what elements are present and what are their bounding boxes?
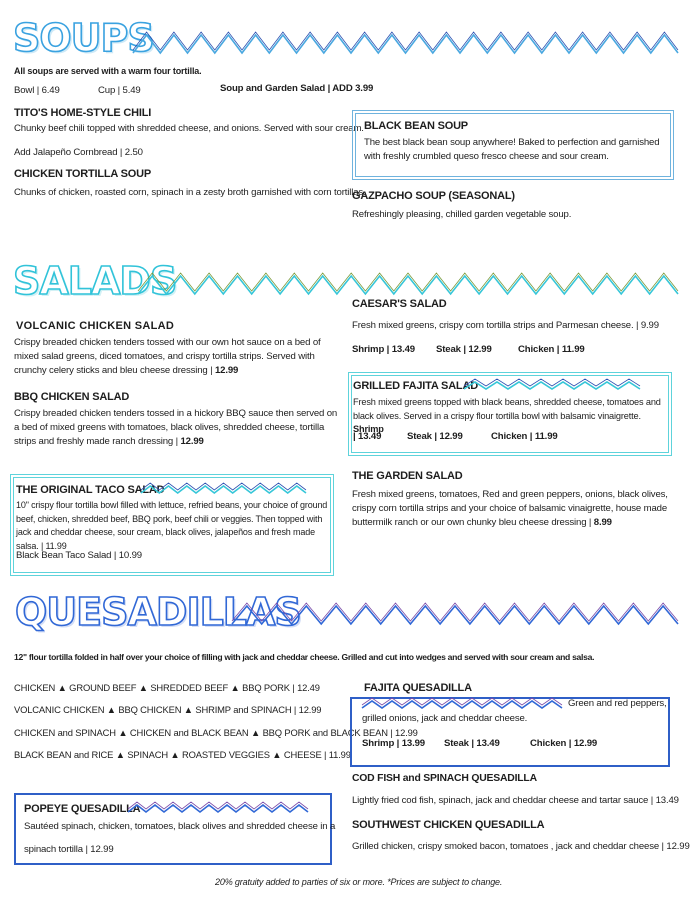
soups-cup-price: Cup | 5.49: [98, 85, 141, 96]
zigzag-line: [133, 32, 678, 50]
item-desc: Lightly fried cod fish, spinach, jack and cheddar cheese and tartar sauce | 13.49: [352, 795, 679, 806]
item-desc: Sautéed spinach, chicken, tomatoes, black olives and shredded cheese in a: [24, 821, 336, 832]
item-price: 12.99: [214, 365, 239, 376]
item-desc-text: Fresh mixed greens topped with black beans, shredded cheese, tomatoes and black olives. Served in a crispy flour tortilla bowl with balsamic vinaigrette.: [353, 397, 661, 421]
caesar-shrimp: Shrimp | 13.49: [352, 344, 415, 355]
salads-zigzag-decoration: [138, 274, 678, 296]
item-name: COD FISH and SPINACH QUESADILLA: [352, 773, 537, 784]
item-desc-2: spinach tortilla | 12.99: [24, 844, 114, 855]
item-desc: Chunky beef chili topped with shredded cheese, and onions. Served with sour cream.: [14, 123, 364, 134]
quesadilla-line: CHICKEN and SPINACH ▲ CHICKEN and BLACK BEAN ▲ BBQ PORK and BLACK BEAN | 12.99: [14, 727, 418, 738]
fajita-q-steak: Steak | 13.49: [444, 738, 500, 749]
soups-bowl-price: Bowl | 6.49: [14, 85, 60, 96]
item-desc-text: Crispy breaded chicken tenders tossed with our own hot sauce on a bed of mixed salad greens, diced tomatoes, and crispy tortilla strips. Served with crunchy celery sticks and bleu cheese dressing |: [14, 337, 321, 376]
fajita-q-zigzag-decoration: [362, 699, 562, 710]
quesadillas-intro: 12" flour tortilla folded in half over your choice of filling with jack and cheddar cheese. Grilled and cut into wedges and served with sour cream and salsa.: [14, 652, 595, 662]
soups-intro: All soups are served with a warm four tortilla.: [14, 66, 202, 76]
fajita-shrimp-label: Shrimp: [353, 424, 384, 434]
item-price: 12.99: [180, 436, 204, 447]
item-extra: Black Bean Taco Salad | 10.99: [16, 550, 142, 561]
item-name: GAZPACHO SOUP (SEASONAL): [352, 190, 515, 202]
item-desc-text: Fresh mixed greens, tomatoes, Red and green peppers, onions, black olives, crispy corn tortilla strips and your choice of balsamic vinaigrette, house made buttermilk ranch or our own chunky bleu cheese dressing |: [352, 489, 668, 528]
item-desc: [352, 488, 674, 530]
item-desc-2: grilled onions, jack and cheddar cheese.: [362, 713, 528, 724]
caesar-steak: Steak | 12.99: [436, 344, 492, 355]
quesadilla-line: VOLCANIC CHICKEN ▲ BBQ CHICKEN ▲ SHRIMP and SPINACH | 12.99: [14, 704, 322, 715]
fajita-q-chicken: Chicken | 12.99: [530, 738, 598, 749]
item-name: VOLCANIC CHICKEN SALAD: [16, 320, 175, 332]
caesar-chicken: Chicken | 11.99: [518, 344, 585, 355]
item-name: POPEYE QUESADILLA: [24, 803, 141, 815]
item-name: CAESAR'S SALAD: [352, 298, 447, 310]
fajita-steak: Steak | 12.99: [407, 431, 463, 442]
fajita-shrimp-price: | 13.49: [353, 431, 382, 442]
taco-zigzag-decoration: [141, 484, 306, 495]
zigzag-line: [464, 379, 640, 386]
item-name: CHICKEN TORTILLA SOUP: [14, 168, 151, 180]
quesadilla-line: CHICKEN ▲ GROUND BEEF ▲ SHREDDED BEEF ▲ BBQ PORK | 12.49: [14, 682, 320, 693]
item-name: THE GARDEN SALAD: [352, 470, 463, 482]
fajita-chicken: Chicken | 11.99: [491, 431, 558, 442]
item-desc-text: Crispy breaded chicken tenders tossed in a hickory BBQ sauce then served on a bed of mixed greens with tomatoes, black olives, shredded cheese, tortilla strips and freshly made ranch dressing |: [14, 408, 338, 447]
item-name: TITO'S HOME-STYLE CHILI: [14, 107, 152, 119]
footer-note: 20% gratuity added to parties of six or more. *Prices are subject to change.: [215, 877, 503, 887]
zigzag-line: [141, 486, 306, 493]
cornbread-addon: Add Jalapeño Cornbread | 2.50: [14, 147, 143, 158]
fajita-q-shrimp: Shrimp | 13.99: [362, 738, 425, 749]
soup-salad-combo: Soup and Garden Salad | ADD 3.99: [220, 83, 374, 94]
zigzag-line: [232, 606, 678, 624]
soups-title: SOUPS: [13, 16, 154, 60]
item-name: SOUTHWEST CHICKEN QUESADILLA: [352, 819, 545, 831]
item-desc: Green and red peppers,: [568, 698, 667, 709]
popeye-zigzag-decoration: [128, 803, 308, 814]
item-desc: Refreshingly pleasing, chilled garden vegetable soup.: [352, 209, 572, 220]
item-desc: Grilled chicken, crispy smoked bacon, tomatoes , jack and cheddar cheese | 12.99: [352, 841, 690, 852]
item-desc: 10" crispy flour tortilla bowl filled with lettuce, refried beans, your choice of ground beef, chicken, shredded beef, BBQ pork, beef chili or veggies. Then topped with jack and cheddar cheese, sour cream, black olives, jalapeños and fresh made salsa. | 11.99: [16, 500, 328, 551]
item-name: GRILLED FAJITA SALAD: [353, 380, 478, 392]
soups-zigzag-decoration: [133, 33, 678, 55]
salads-title: SALADS: [13, 259, 177, 303]
item-desc: The best black bean soup anywhere! Baked to perfection and garnished with freshly crumbled queso fresco cheese and sour cream.: [364, 137, 660, 162]
zigzag-line: [362, 701, 562, 708]
item-desc: [14, 336, 339, 378]
item-desc: [14, 407, 339, 449]
fajita-zigzag-decoration: [464, 380, 640, 391]
item-desc: Fresh mixed greens, crispy corn tortilla strips and Parmesan cheese. | 9.99: [352, 320, 659, 331]
quesadilla-line: BLACK BEAN and RICE ▲ SPINACH ▲ ROASTED VEGGIES ▲ CHEESE | 11.99: [14, 749, 351, 760]
item-desc: Chunks of chicken, roasted corn, spinach in a zesty broth garnished with corn tortillas.: [14, 187, 366, 198]
item-name: FAJITA QUESADILLA: [364, 682, 472, 694]
quesadillas-zigzag-decoration: [232, 604, 678, 626]
item-price: 8.99: [593, 517, 612, 528]
quesadillas-title: QUESADILLAS: [15, 590, 301, 634]
item-name: BLACK BEAN SOUP: [364, 120, 468, 132]
item-name: THE ORIGINAL TACO SALAD: [16, 484, 165, 496]
item-name: BBQ CHICKEN SALAD: [14, 391, 130, 403]
